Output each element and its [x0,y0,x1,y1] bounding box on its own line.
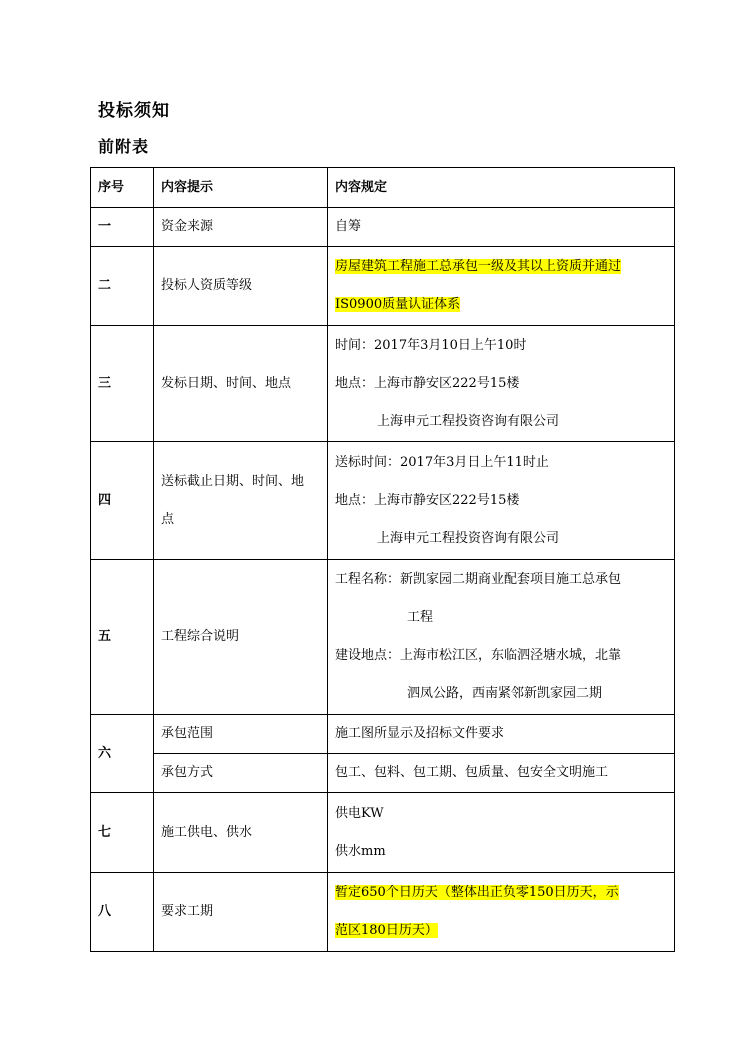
table-row [91,873,675,952]
rule-line: 地点：上海市静安区222号15楼 [335,492,520,508]
row-item: 承包范围 [154,715,328,754]
rule-line: 时间：2017年3月10日上午10时 [335,337,527,353]
row-no: 五 [91,560,154,715]
rule-line-highlight: 暂定650个日历天（整体出正负零150日历天，示 [335,885,619,900]
table-row [91,442,675,560]
row-item: 资金来源 [154,208,328,247]
rule-line: 地点：上海市静安区222号15楼 [335,375,520,391]
row-no: 七 [91,793,154,873]
row-no: 四 [91,442,154,560]
row-rule [328,873,675,952]
appendix-table [90,167,675,952]
rule-line: 包工、包料、包工期、包质量、包安全文明施工 [335,765,609,780]
row-rule [328,442,675,560]
row-item: 工程综合说明 [154,560,328,715]
rule-line: 泗凤公路，西南紧邻新凯家园二期 [407,686,603,701]
item-line: 点 [161,511,175,527]
rule-line: 上海申元工程投资咨询有限公司 [377,530,560,546]
table-row [91,754,675,793]
table-row [91,326,675,442]
doc-title: 投标须知 [98,101,170,121]
row-no: 二 [91,247,154,326]
item-line: 送标截止日期、时间、地 [161,473,305,489]
row-no: 六 [91,715,154,793]
rule-line: 供电KW [335,805,384,821]
header-rule: 内容规定 [328,168,675,208]
row-no: 三 [91,326,154,442]
rule-line: 建设地点：上海市松江区，东临泗泾塘水城，北靠 [335,648,622,663]
rule-line: 自筹 [335,219,362,234]
table-row [91,715,675,754]
row-rule [328,208,675,247]
table-row [91,560,675,715]
rule-line: 工程名称：新凯家园二期商业配套项目施工总承包 [335,572,622,587]
row-rule [328,754,675,793]
row-item: 承包方式 [154,754,328,793]
row-rule [328,715,675,754]
rule-line: 施工图所显示及招标文件要求 [335,726,505,741]
rule-line: 上海申元工程投资咨询有限公司 [377,413,560,429]
row-rule [328,326,675,442]
row-item: 施工供电、供水 [154,793,328,873]
rule-line-highlight: IS0900质量认证体系 [335,297,461,312]
table-row [91,247,675,326]
table-header-row [91,168,675,208]
rule-line-highlight: 房屋建筑工程施工总承包一级及其以上资质并通过 [335,259,622,274]
row-item: 发标日期、时间、地点 [154,326,328,442]
row-item [154,442,328,560]
row-rule [328,560,675,715]
row-item: 投标人资质等级 [154,247,328,326]
table-row [91,208,675,247]
table-row [91,793,675,873]
rule-line: 工程 [407,610,434,625]
rule-line: 送标时间：2017年3月日上午11时止 [335,454,549,470]
header-no: 序号 [91,168,154,208]
rule-line-highlight: 范区180日历天） [335,923,438,938]
rule-line: 供水mm [335,843,386,859]
row-no: 一 [91,208,154,247]
row-no: 八 [91,873,154,952]
header-item: 内容提示 [154,168,328,208]
row-rule [328,247,675,326]
table-title: 前附表 [98,137,150,156]
row-item: 要求工期 [154,873,328,952]
row-rule [328,793,675,873]
